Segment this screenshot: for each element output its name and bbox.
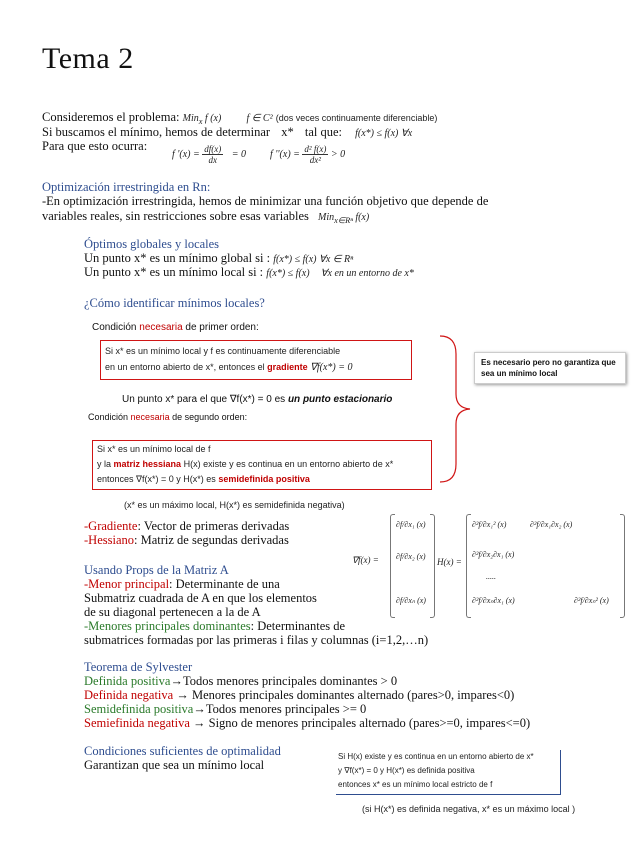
- gradient-entry-1: ∂f/∂x₁ (x): [396, 520, 426, 529]
- intro-text-2: Si buscamos el mínimo, hemos de determinar: [42, 125, 271, 139]
- sufficient-box-line-2: y ∇f(x*) = 0 y H(x*) es definida positiva: [338, 766, 475, 775]
- first-derivative-formula: f '(x) = $\frac{df(x)}{dx} = 0$: [172, 144, 247, 165]
- intro-line-3: Para que esto ocurra:: [42, 139, 148, 153]
- irrestricta-line-1: -En optimización irrestringida, hemos de minimizar una función objetivo que depende de: [42, 194, 489, 208]
- section-heading-minimos: ¿Cómo identificar mínimos locales?: [84, 296, 265, 310]
- max-local-note: (x* es un máximo local, H(x*) es semidefinida negativa): [124, 500, 345, 510]
- second-derivative-formula: f ''(x) = $\frac{\text{d² f(x)}}{\text{dx²}} > 0$: [270, 144, 346, 165]
- hessian-label: H(x) =: [437, 557, 462, 567]
- box2-line-1: Si x* es un mínimo local de f: [97, 444, 211, 454]
- gradient-def: -Gradiente: Vector de primeras derivadas: [84, 519, 290, 533]
- box1-line-2: en un entorno abierto de x*, entonces el gradiente ∇f(x*) = 0: [105, 362, 353, 373]
- intro-text-3: tal que:: [304, 125, 342, 139]
- first-order-condition-label: Condición necesaria de primer orden:: [92, 322, 259, 333]
- min-condition: f(x*) ≤ f(x) ∀x: [355, 128, 413, 139]
- gradient-bracket-left: [390, 514, 395, 618]
- hessian-h11: ∂²f/∂x₁² (x): [472, 520, 507, 529]
- hessian-h12: ∂²f/∂x₁∂x₂ (x): [530, 520, 573, 529]
- section-heading-sylvester: Teorema de Sylvester: [84, 660, 193, 674]
- menores-dominantes-line-2: submatrices formadas por las primeras i filas y columnas (i=1,2,…n): [84, 633, 429, 647]
- hessian-def: -Hessiano: Matriz de segundas derivadas: [84, 533, 289, 547]
- box2-line-2: y la matriz hessiana H(x) existe y es continua en un entorno abierto de x*: [97, 459, 394, 469]
- local-min-line: Un punto x* es un mínimo local si : f(x*) ≤ f(x) ∀x en un entorno de x*: [84, 265, 414, 279]
- sufficient-box-line-1: Si H(x) existe y es continua en un entorno abierto de x*: [338, 752, 534, 761]
- side-note-box: Es necesario pero no garantiza que sea un mínimo local: [474, 352, 626, 384]
- gradient-entry-n: ∂f/∂xₙ (x): [396, 596, 426, 605]
- suficientes-line: Garantizan que sea un mínimo local: [84, 758, 265, 772]
- page-title: Tema 2: [42, 42, 134, 75]
- curly-brace: [436, 334, 476, 484]
- section-heading-optimos: Óptimos globales y locales: [84, 237, 220, 251]
- sufficient-box-line-3: entonces x* es un mínimo local estricto de f: [338, 780, 493, 789]
- section-heading-irrestricta: Optimización irrestringida en Rn:: [42, 180, 211, 194]
- hessian-bracket-right: [620, 514, 625, 618]
- menor-principal-line-3: de su diagonal pertenecen a la de A: [84, 605, 261, 619]
- gradient-bracket-right: [430, 514, 435, 618]
- menor-principal-line-2: Submatriz cuadrada de A en que los elementos: [84, 591, 317, 605]
- sufficient-max-note: (si H(x*) es definida negativa, x* es un máximo local ): [362, 804, 576, 814]
- sylvester-row-1: Definida positiva→Todos menores principales dominantes > 0: [84, 674, 398, 688]
- class-note: (dos veces continuamente diferenciable): [275, 113, 438, 123]
- section-heading-props: Usando Props de la Matriz A: [84, 563, 229, 577]
- class-condition: f ∈ C²: [246, 113, 273, 124]
- hessian-bracket-left: [466, 514, 471, 618]
- intro-text: Consideremos el problema:: [42, 110, 180, 124]
- sylvester-row-2: Definida negativa → Menores principales dominantes alternado (pares>0, impares<0): [84, 688, 515, 702]
- gradient-label: ∇f(x) =: [352, 555, 379, 565]
- x-star: x*: [281, 125, 294, 139]
- hessian-h21: ∂²f/∂x₂∂x₁ (x): [472, 550, 515, 559]
- irrestricta-line-2: variables reales, sin restricciones sobre esas variables Min$_{x\in R^n}$ f(x): [42, 209, 370, 225]
- stationary-point-line: Un punto x* para el que ∇f(x*) = 0 es un punto estacionario: [122, 394, 393, 405]
- hessian-hn1: ∂²f/∂xₙ∂x₁ (x): [472, 596, 515, 605]
- section-heading-suficientes: Condiciones suficientes de optimalidad: [84, 744, 281, 758]
- gradient-entry-2: ∂f/∂x₂ (x): [396, 552, 426, 561]
- box2-line-3: entonces ∇f(x*) = 0 y H(x*) es semidefinida positiva: [97, 474, 310, 484]
- sylvester-row-4: Semiefinida negativa → Signo de menores principales alternado (pares>=0, impares<=0): [84, 716, 531, 730]
- min-notation: Min$_x$ f (x): [182, 113, 222, 126]
- menores-dominantes-def: -Menores principales dominantes: Determinantes de: [84, 619, 346, 633]
- second-order-condition-label: Condición necesaria de segundo orden:: [88, 412, 248, 422]
- sylvester-row-3: Semidefinida positiva→Todos menores principales >= 0: [84, 702, 367, 716]
- hessian-hnn: ∂²f/∂xₙ² (x): [574, 596, 609, 605]
- box1-line-1: Si x* es un mínimo local y f es continuamente diferenciable: [105, 346, 341, 356]
- hessian-dots: .....: [486, 572, 496, 581]
- global-min-line: Un punto x* es un mínimo global si : f(x*) ≤ f(x) ∀x ∈ Rⁿ: [84, 251, 354, 265]
- menor-principal-def: -Menor principal: Determinante de una: [84, 577, 280, 591]
